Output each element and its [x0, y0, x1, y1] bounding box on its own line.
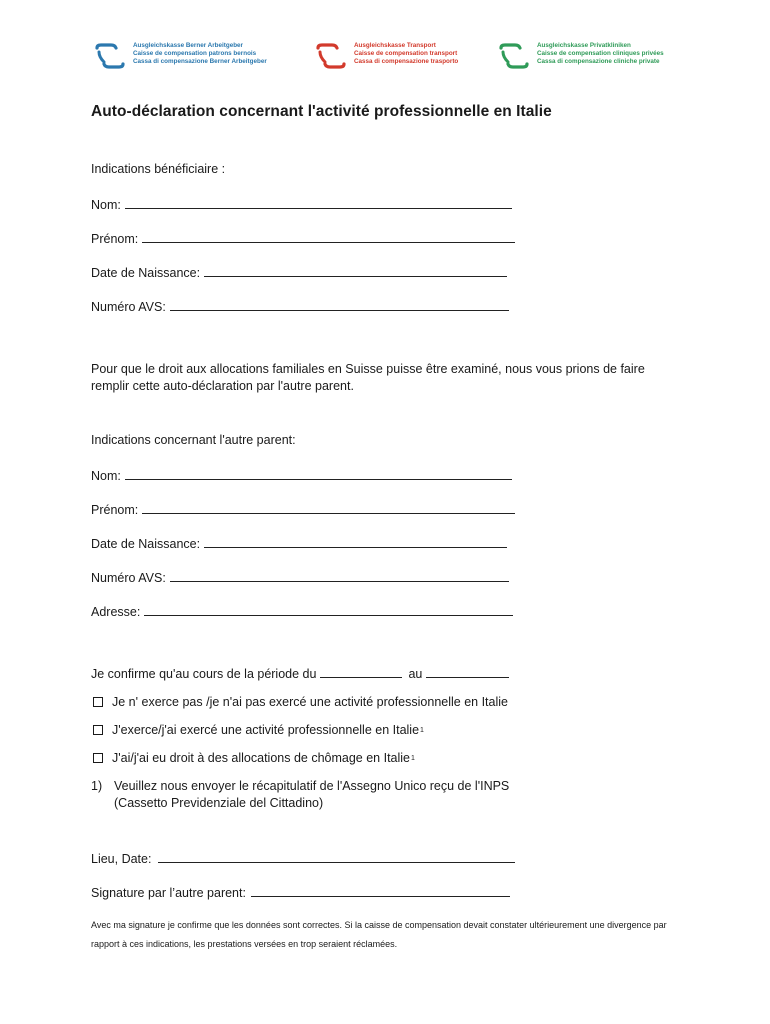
footnote-marker: 1 — [411, 754, 415, 762]
other-parent-avs-input-line[interactable] — [170, 570, 509, 582]
field-label: Lieu, Date: — [91, 852, 152, 866]
beneficiary-birthdate-input-line[interactable] — [204, 265, 507, 277]
field-label: Prénom: — [91, 503, 139, 517]
logo-line: Ausgleichskasse Privatkliniken — [537, 42, 631, 49]
footnote-1-line1: Veuillez nous envoyer le récapitulatif de l'Assegno Unico reçu de l'INPS — [114, 779, 510, 793]
header-logos — [92, 42, 692, 70]
beneficiary-heading: Indications bénéficiaire : — [91, 162, 226, 176]
period-confirmation — [91, 666, 509, 681]
other-parent-prenom-field — [91, 502, 515, 517]
field-label: Nom: — [91, 469, 121, 483]
logo-line: Ausgleichskasse Berner Arbeitgeber — [133, 42, 244, 49]
logo-line: Caisse de compensation transport — [354, 50, 458, 58]
beneficiary-prenom-field — [91, 231, 515, 246]
beneficiary-avs-input-line[interactable] — [170, 299, 509, 311]
other-parent-avs-field — [91, 570, 509, 585]
other-parent-nom-input-line[interactable] — [125, 468, 512, 480]
option-label: J'ai/j'ai eu droit à des allocations de chômage en Italie — [112, 751, 411, 765]
place-date-input-line[interactable] — [158, 851, 515, 863]
field-label: Date de Naissance: — [91, 266, 201, 280]
logo-line: Cassa di compensazione cliniche private — [537, 58, 660, 66]
logo-line: Cassa di compensazione trasporto — [354, 58, 459, 66]
other-parent-birthdate-field — [91, 536, 507, 551]
beneficiary-avs-field — [91, 299, 509, 314]
other-parent-address-field — [91, 604, 513, 619]
beneficiary-prenom-input-line[interactable] — [142, 231, 515, 243]
other-parent-heading: Indications concernant l'autre parent: — [91, 433, 296, 447]
option-no-activity[interactable] — [93, 695, 508, 709]
checkbox[interactable] — [93, 697, 103, 707]
beneficiary-nom-field — [91, 197, 512, 212]
intro-paragraph: Pour que le droit aux allocations familiales en Suisse puisse être examiné, nous vous prions de faire remplir cette auto-déclaration par l'autre parent. — [91, 362, 645, 393]
place-date-field — [91, 851, 515, 866]
beneficiary-nom-input-line[interactable] — [125, 197, 512, 209]
other-parent-birthdate-input-line[interactable] — [204, 536, 507, 548]
field-label: Adresse: — [91, 605, 141, 619]
footnote-1-line2: (Cassetto Previdenziale del Cittadino) — [114, 796, 324, 810]
logo-line: Caisse de compensation patrons bernois — [133, 50, 257, 58]
logo-transport — [316, 42, 458, 69]
checkbox[interactable] — [93, 725, 103, 735]
period-prefix: Je confirme qu'au cours de la période du — [91, 667, 317, 681]
logo-wave-icon — [316, 43, 346, 69]
field-label: Numéro AVS: — [91, 300, 166, 314]
disclaimer-text: Avec ma signature je confirme que les données sont correctes. Si la caisse de compensation devait constater ultérieurement une divergence par rapport à ces indications, les prestations versées en trop seraient réclamées. — [91, 920, 667, 949]
period-start-input-line[interactable] — [320, 666, 402, 678]
option-label: Je n' exerce pas /je n'ai pas exercé une activité professionnelle en Italie — [112, 695, 508, 709]
footnote-1-marker: 1) — [91, 779, 103, 793]
option-label: J'exerce/j'ai exercé une activité professionnelle en Italie — [112, 723, 420, 737]
option-unemployment[interactable] — [93, 751, 415, 765]
logo-line: Ausgleichskasse Transport — [354, 42, 436, 49]
page-title: Auto-déclaration concernant l'activité professionnelle en Italie — [91, 103, 552, 120]
logo-privatkliniken — [499, 42, 664, 69]
logo-wave-icon — [499, 43, 529, 69]
field-label: Nom: — [91, 198, 121, 212]
beneficiary-birthdate-field — [91, 265, 507, 280]
field-label: Date de Naissance: — [91, 537, 201, 551]
field-label: Signature par l’autre parent: — [91, 886, 246, 900]
signature-field — [91, 885, 510, 900]
field-label: Numéro AVS: — [91, 571, 166, 585]
logo-wave-icon — [95, 43, 125, 69]
checkbox[interactable] — [93, 753, 103, 763]
signature-input-line[interactable] — [251, 885, 510, 897]
footnote-marker: 1 — [420, 726, 424, 734]
option-activity[interactable] — [93, 723, 424, 737]
other-parent-address-input-line[interactable] — [144, 604, 513, 616]
logo-line: Caisse de compensation cliniques privées — [537, 50, 664, 58]
field-label: Prénom: — [91, 232, 139, 246]
logo-line: Cassa di compensazione Berner Arbeitgeber — [133, 58, 267, 66]
other-parent-nom-field — [91, 468, 512, 483]
other-parent-prenom-input-line[interactable] — [142, 502, 515, 514]
period-middle: au — [408, 667, 423, 681]
period-end-input-line[interactable] — [426, 666, 509, 678]
logo-berner-arbeitgeber — [95, 42, 267, 69]
